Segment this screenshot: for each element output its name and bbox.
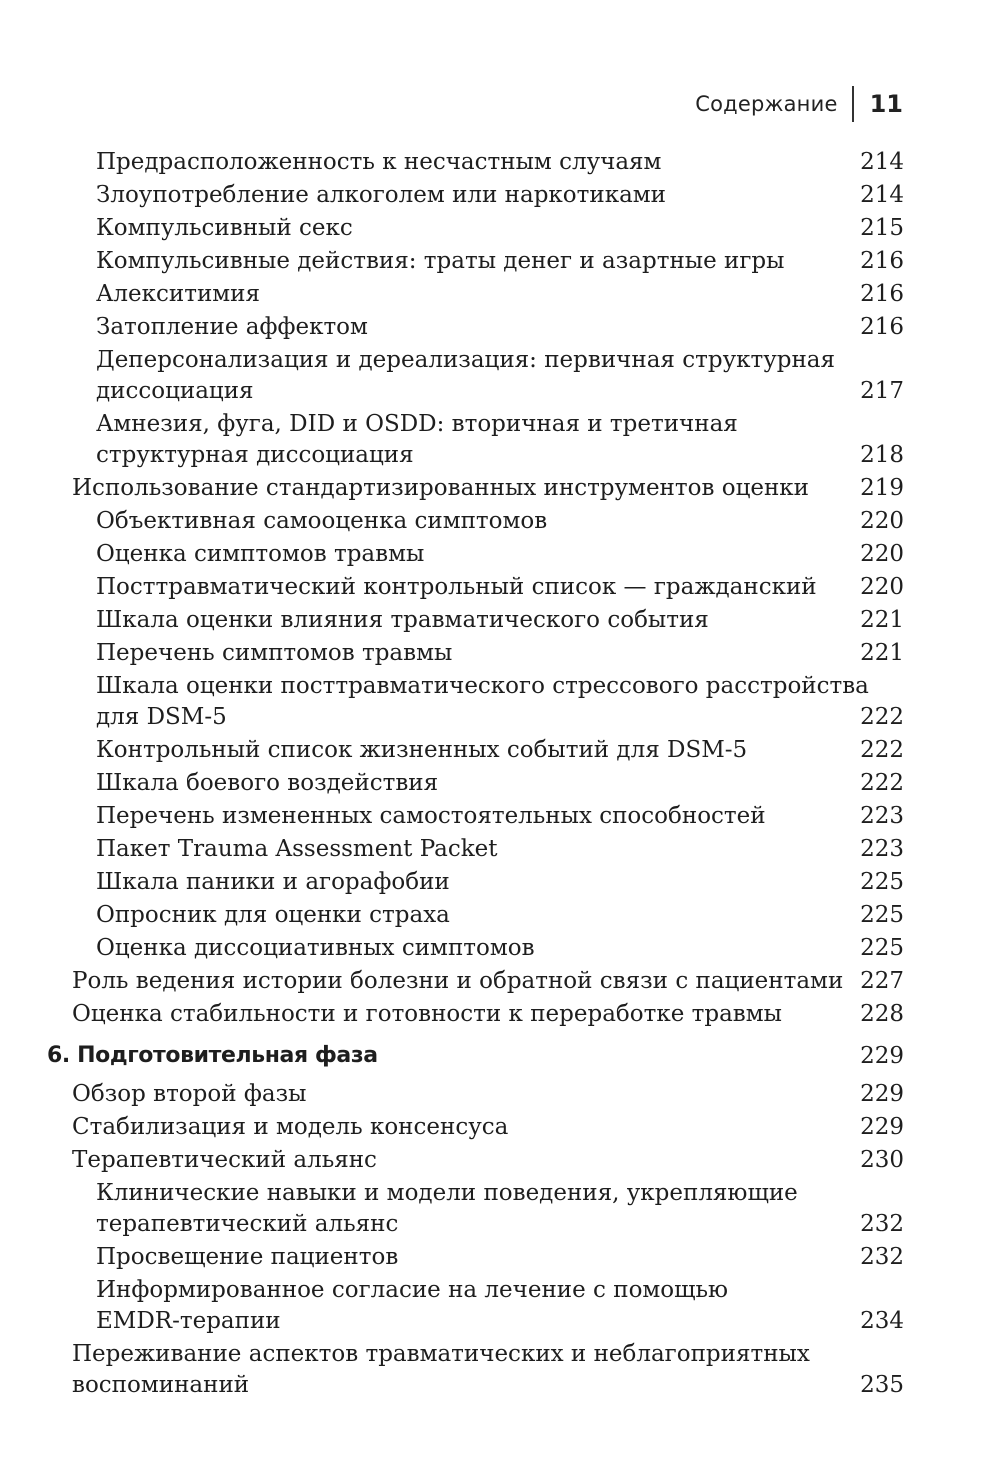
toc-entry-page: 225 — [860, 869, 904, 895]
toc-entry-page: 225 — [860, 935, 904, 961]
toc-entry-title: Оценка стабильности и готовности к переработке травмы — [72, 1001, 782, 1027]
toc-entry-title: воспоминаний — [72, 1372, 250, 1398]
toc-entry-title: Затопление аффектом — [96, 314, 368, 340]
toc-entry-title: терапевтический альянс — [96, 1211, 399, 1237]
toc-entry-page: 218 — [860, 442, 904, 468]
toc-entry-title: Оценка симптомов травмы — [96, 541, 425, 567]
toc-entry-title: Амнезия, фуга, DID и OSDD: вторичная и третичная — [96, 411, 738, 437]
toc-entry-page: 216 — [860, 314, 904, 340]
toc-entry-title: Шкала оценки влияния травматического события — [96, 607, 709, 633]
toc-entry-title: Терапевтический альянс — [72, 1147, 377, 1173]
toc-entry-page: 222 — [860, 704, 904, 730]
toc-entry-title: Опросник для оценки страха — [96, 902, 450, 928]
running-header — [695, 86, 903, 122]
toc-entry-title: EMDR-терапии — [96, 1308, 281, 1334]
toc-entry-title: Клинические навыки и модели поведения, укрепляющие — [96, 1180, 798, 1206]
toc-entry-page: 216 — [860, 248, 904, 274]
toc-entry-page: 222 — [860, 737, 904, 763]
toc-entry-page: 221 — [860, 607, 904, 633]
toc-entry-page: 217 — [860, 378, 904, 404]
toc-entry-title: Перечень измененных самостоятельных способностей — [96, 803, 766, 829]
toc-entry-title: для DSM-5 — [96, 704, 227, 730]
toc-entry-page: 214 — [860, 149, 904, 175]
toc-entry-title: Перечень симптомов травмы — [96, 640, 453, 666]
toc-entry-title: Контрольный список жизненных событий для DSM-5 — [96, 737, 748, 763]
toc-entry-title: Информированное согласие на лечение с помощью — [96, 1277, 729, 1303]
page-number: 11 — [869, 90, 903, 118]
toc-entry-page: 216 — [860, 281, 904, 307]
toc-entry-page: 214 — [860, 182, 904, 208]
toc-entry-page: 232 — [860, 1244, 904, 1270]
toc-entry-page: 229 — [860, 1081, 904, 1107]
toc-entry-title: Переживание аспектов травматических и неблагоприятных — [72, 1341, 810, 1367]
toc-chapter-title: 6. Подготовительная фаза — [47, 1043, 378, 1068]
toc-entry-page: 235 — [860, 1372, 904, 1398]
toc-entry-title: Оценка диссоциативных симптомов — [96, 935, 535, 961]
toc-entry-page: 222 — [860, 770, 904, 796]
toc-entry-title: Компульсивный секс — [96, 215, 353, 241]
toc-entry-title: Злоупотребление алкоголем или наркотиками — [96, 182, 667, 208]
toc-entry-title: диссоциация — [96, 378, 254, 404]
header-divider — [852, 86, 854, 122]
toc-entry-page: 230 — [860, 1147, 904, 1173]
toc-entry-page: 227 — [860, 968, 904, 994]
toc-entry-page: 215 — [860, 215, 904, 241]
toc-entry-page: 234 — [860, 1308, 904, 1334]
toc-entry-title: структурная диссоциация — [96, 442, 414, 468]
toc-entry-title: Роль ведения истории болезни и обратной связи с пациентами — [72, 968, 844, 994]
toc-entry-title: Стабилизация и модель консенсуса — [72, 1114, 509, 1140]
toc-entry-page: 225 — [860, 902, 904, 928]
toc-entry-page: 228 — [860, 1001, 904, 1027]
toc-entry-title: Шкала паники и агорафобии — [96, 869, 450, 895]
toc-entry-page: 220 — [860, 541, 904, 567]
toc-entry-page: 223 — [860, 803, 904, 829]
toc-entry-title: Использование стандартизированных инструментов оценки — [72, 475, 809, 501]
toc-entry-page: 232 — [860, 1211, 904, 1237]
running-title: Содержание — [695, 92, 838, 116]
toc-entry-title: Пакет Trauma Assessment Packet — [96, 836, 498, 862]
toc-entry-title: Компульсивные действия: траты денег и азартные игры — [96, 248, 785, 274]
toc-entry-page: 219 — [860, 475, 904, 501]
toc-entry-title: Шкала боевого воздействия — [96, 770, 439, 796]
toc-entry-title: Деперсонализация и дереализация: первичная структурная — [96, 347, 836, 373]
toc-entry-page: 229 — [860, 1043, 904, 1069]
toc-entry-page: 223 — [860, 836, 904, 862]
toc-entry-title: Шкала оценки посттравматического стрессового расстройства — [96, 673, 869, 699]
toc-entry-title: Предрасположенность к несчастным случаям — [96, 149, 662, 175]
toc-entry-title: Посттравматический контрольный список — гражданский — [96, 574, 817, 600]
toc-entry-title: Алекситимия — [96, 281, 261, 307]
toc-entry-page: 220 — [860, 574, 904, 600]
toc-entry-title: Просвещение пациентов — [96, 1244, 399, 1270]
toc-entry-title: Обзор второй фазы — [72, 1081, 307, 1107]
toc-entry-page: 229 — [860, 1114, 904, 1140]
toc-entry-title: Объективная самооценка симптомов — [96, 508, 548, 534]
toc-entry-page: 220 — [860, 508, 904, 534]
toc-entry-page: 221 — [860, 640, 904, 666]
